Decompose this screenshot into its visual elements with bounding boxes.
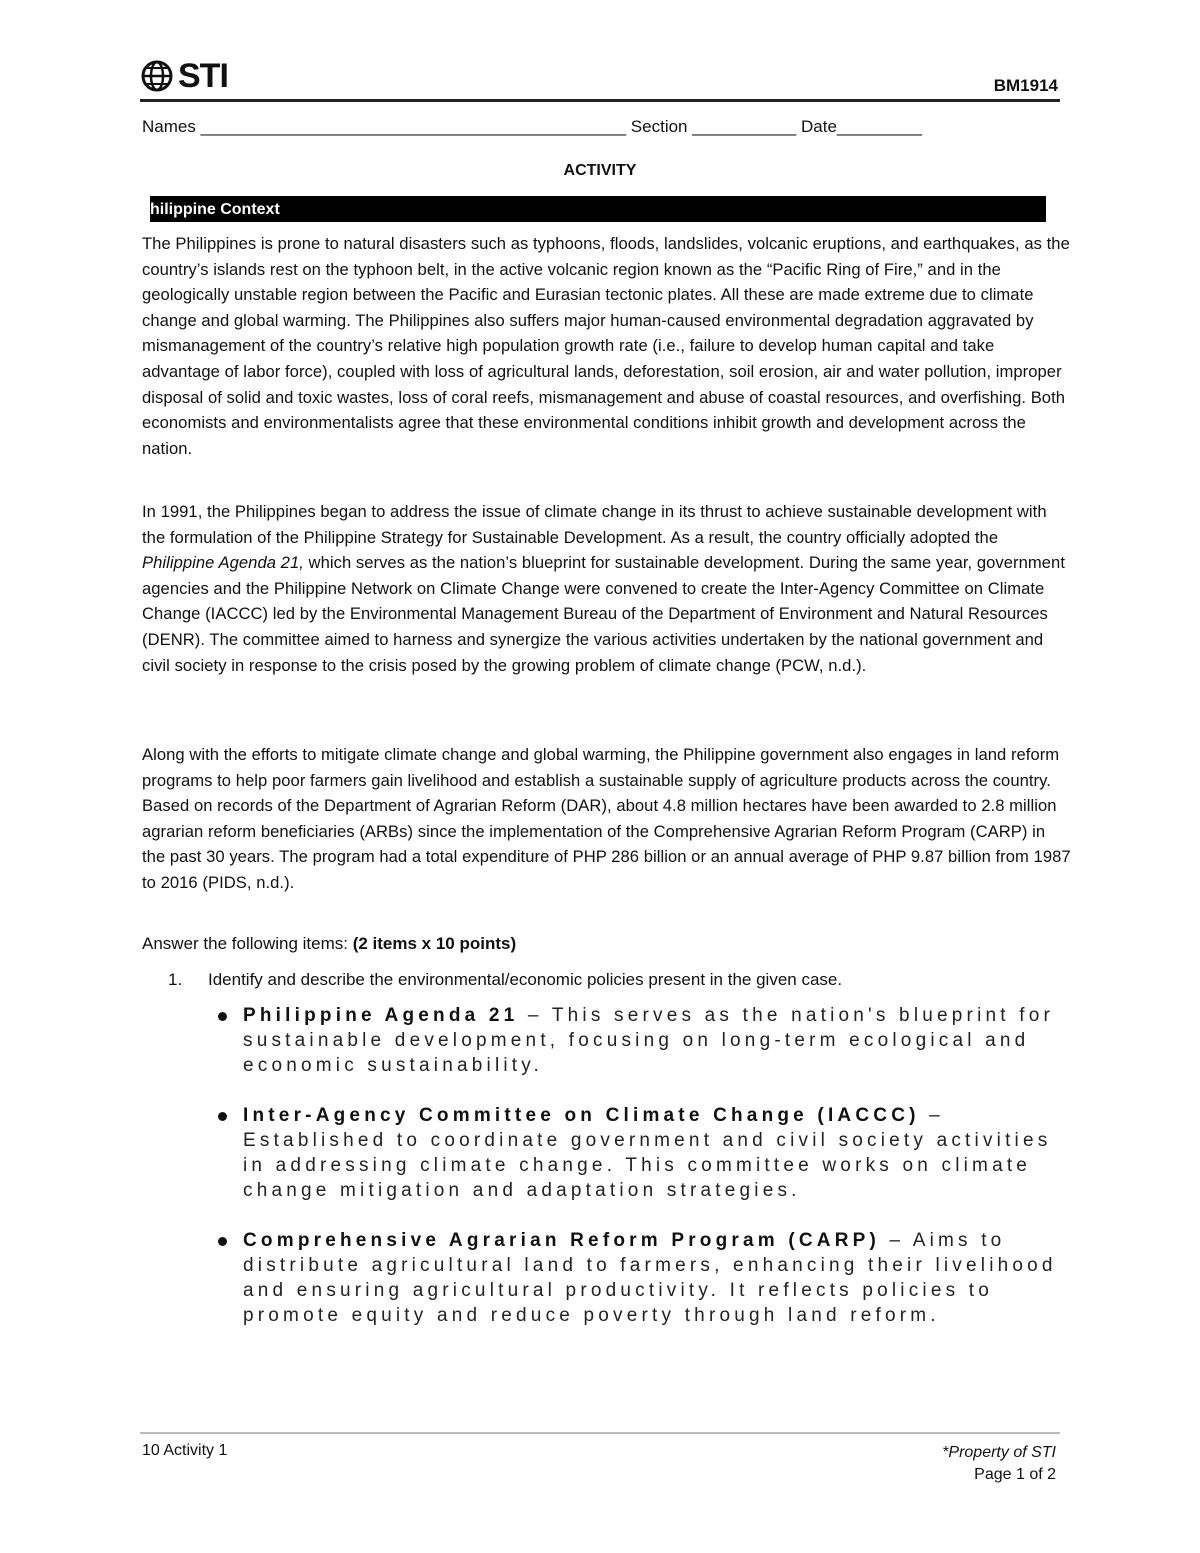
paragraph-context: [142, 231, 1072, 461]
footer-activity-label: 10 Activity 1: [142, 1442, 228, 1459]
footer-right: [942, 1442, 1056, 1486]
points-label: (2 items x 10 points): [352, 934, 517, 953]
names-blank[interactable]: _____________________________________________: [200, 117, 627, 136]
header-divider: [140, 99, 1060, 102]
answer-item: [218, 1228, 1058, 1328]
answer-item: [218, 1103, 1058, 1203]
answer-intro-text: Answer the following items:: [142, 934, 353, 953]
bullet-icon: [218, 1237, 227, 1246]
paragraph-1991: [142, 499, 1072, 678]
question-text: Identify and describe the environmental/economic policies present in the given case.: [208, 970, 843, 989]
answer-term: Comprehensive Agrarian Reform Program (CARP): [243, 1230, 881, 1251]
bullet-icon: [218, 1012, 227, 1021]
question-number: 1.: [168, 970, 183, 989]
paragraph-part: which serves as the nation’s blueprint for sustainable development. During the same year, government agencies and the Philippine Network on Climate Change were convened to create the Inter-Agency Committee on Climate Change (IACCC) led by the Environmental Management Bureau of the Department of Environment and Natural Resources (DENR). The committee aimed to harness and synergize the various activities undertaken by the national government and civil society in response to the crisis posed by the growing problem of climate change (PCW, n.d.).: [142, 553, 1065, 675]
names-section-date-line: [142, 117, 922, 137]
document-code: BM1914: [993, 76, 1058, 95]
answer-list: [218, 1003, 1058, 1353]
answer-term: Philippine Agenda 21: [243, 1005, 519, 1026]
activity-title: ACTIVITY: [563, 162, 637, 179]
answer-instructions: [142, 934, 516, 954]
bullet-icon: [218, 1112, 227, 1121]
answer-term: Inter-Agency Committee on Climate Change (IACCC): [243, 1105, 920, 1126]
logo-text: STI: [178, 57, 228, 95]
date-blank[interactable]: _________: [836, 117, 922, 136]
answer-description: – This serves as the nation's blueprint for sustainable development, focusing on long-term ecological and economic sustainability.: [243, 1005, 1054, 1076]
paragraph-land-reform: [142, 742, 1072, 896]
section-label: Section: [630, 117, 688, 136]
paragraph-text: Along with the efforts to mitigate climate change and global warming, the Philippine government also engages in land reform programs to help poor farmers gain livelihood and establish a sustainable supply of agriculture products across the country. Based on records of the Department of Agrarian Reform (DAR), about 4.8 million hectares have been awarded to 2.8 million agrarian reform beneficiaries (ARBs) since the implementation of the Comprehensive Agrarian Reform Program (CARP) in the past 30 years. The program had a total expenditure of PHP 286 billion or an annual average of PHP 9.87 billion from 1987 to 2016 (PIDS, n.d.).: [142, 745, 1071, 892]
sti-logo: [140, 58, 228, 94]
answer-item: [218, 1003, 1058, 1078]
question-item: [168, 970, 842, 990]
page-number: Page 1 of 2: [974, 1466, 1056, 1483]
section-heading: hilippine Context: [150, 196, 1046, 222]
paragraph-part: In 1991, the Philippines began to address the issue of climate change in its thrust to achieve sustainable development with the formulation of the Philippine Strategy for Sustainable Development. As a result, the country officially adopted the: [142, 502, 1047, 547]
paragraph-text: [142, 499, 1072, 678]
answer-description: – Aims to distribute agricultural land to farmers, enhancing their livelihood and ensuring agricultural productivity. It reflects policies to promote equity and reduce poverty through land reform.: [243, 1230, 1057, 1326]
footer-divider: [140, 1432, 1060, 1434]
agenda-21-italic: Philippine Agenda 21,: [142, 553, 304, 573]
paragraph-text: The Philippines is prone to natural disasters such as typhoons, floods, landslides, volcanic eruptions, and earthquakes, as the country’s islands rest on the typhoon belt, in the active volcanic region known as the “Pacific Ring of Fire,” and in the geologically unstable region between the Pacific and Eurasian tectonic plates. All these are made extreme due to climate change and global warming. The Philippines also suffers major human-caused environmental degradation aggravated by mismanagement of the country’s relative high population growth rate (i.e., failure to develop human capital and take advantage of labor force), coupled with loss of agricultural lands, deforestation, soil erosion, air and water pollution, improper disposal of solid and toxic wastes, loss of coral reefs, mismanagement and abuse of coastal resources, and overfishing. Both economists and environmentalists agree that these environmental conditions inhibit growth and development across the nation.: [142, 234, 1070, 458]
globe-icon: [140, 59, 176, 93]
section-blank[interactable]: ___________: [692, 117, 797, 136]
answer-description: – Established to coordinate government and civil society activities in addressing climate change. This committee works on climate change mitigation and adaptation strategies.: [243, 1105, 1052, 1201]
date-label: Date: [800, 117, 837, 136]
names-label: Names: [142, 117, 196, 136]
property-note: *Property of STI: [942, 1444, 1056, 1461]
